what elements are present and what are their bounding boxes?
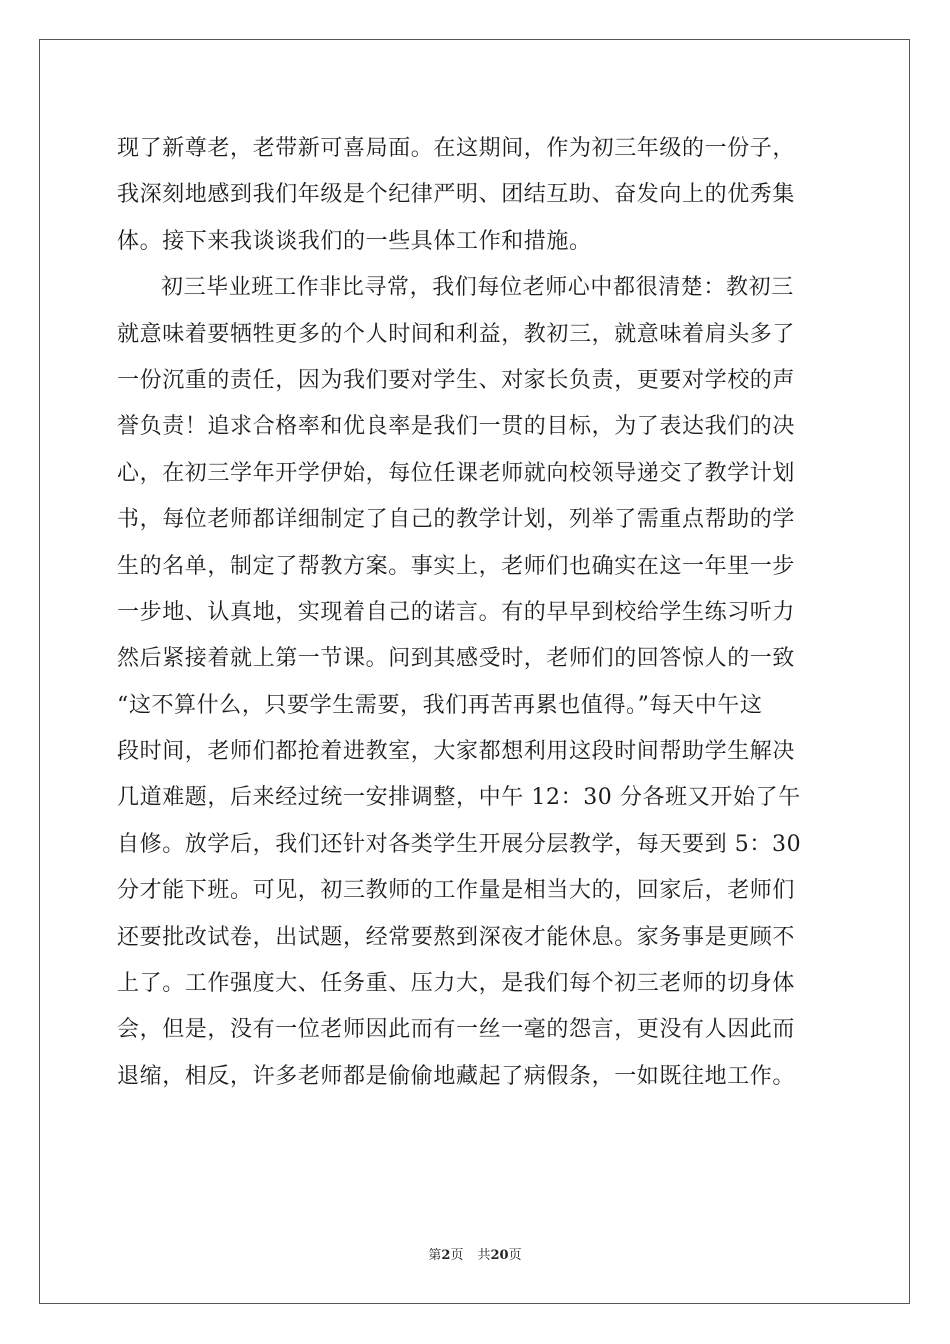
text-line-6: 一份沉重的责任，因为我们要对学生、对家长负责，更要对学校的声 <box>117 367 796 393</box>
page-suffix: 页 <box>450 1248 464 1263</box>
text-line-17: 分才能下班。可见，初三教师的工作量是相当大的，回家后，老师们 <box>117 878 796 904</box>
text-line-2: 我深刻地感到我们年级是个纪律严明、团结互助、奋发向上的优秀集 <box>117 182 796 208</box>
text-line-15: 几道难题，后来经过统一安排调整，中午 12：30 分各班又开始了午 <box>117 785 801 811</box>
text-line-13: “这不算什么，只要学生需要，我们再苦再累也值得。”每天中午这 <box>117 692 763 718</box>
text-line-21: 退缩，相反，许多老师都是偷偷地藏起了病假条，一如既往地工作。 <box>117 1063 796 1089</box>
text-line-4: 初三毕业班工作非比寻常，我们每位老师心中都很清楚：教初三 <box>161 275 794 301</box>
page-number: 2 <box>441 1248 451 1263</box>
text-line-12: 然后紧接着就上第一节课。问到其感受时，老师们的回答惊人的一致 <box>117 646 796 672</box>
text-line-16: 自修。放学后，我们还针对各类学生开展分层教学，每天要到 5：30 <box>117 831 802 857</box>
text-line-20: 会，但是，没有一位老师因此而有一丝一毫的怨言，更没有人因此而 <box>117 1017 796 1043</box>
text-line-18: 还要批改试卷，出试题，经常要熬到深夜才能休息。家务事是更顾不 <box>117 924 796 950</box>
document-body <box>117 126 837 1100</box>
page-footer <box>0 1247 950 1265</box>
page-prefix: 第 <box>428 1248 442 1263</box>
text-line-3: 体。接下来我谈谈我们的一些具体工作和措施。 <box>117 228 592 254</box>
text-line-19: 上了。工作强度大、任务重、压力大，是我们每个初三老师的切身体 <box>117 971 796 997</box>
total-pages: 20 <box>490 1248 509 1263</box>
total-prefix: 共 <box>477 1248 491 1263</box>
text-line-14: 段时间，老师们都抢着进教室，大家都想利用这段时间帮助学生解决 <box>117 739 796 765</box>
text-line-8: 心，在初三学年开学伊始，每位任课老师就向校领导递交了教学计划 <box>117 460 796 486</box>
text-line-7: 誉负责！追求合格率和优良率是我们一贯的目标，为了表达我们的决 <box>117 414 796 440</box>
text-line-9: 书，每位老师都详细制定了自己的教学计划，列举了需重点帮助的学 <box>117 507 796 533</box>
text-line-5: 就意味着要牺牲更多的个人时间和利益，教初三，就意味着肩头多了 <box>117 321 796 347</box>
text-line-11: 一步地、认真地，实现着自己的诺言。有的早早到校给学生练习听力 <box>117 599 796 625</box>
text-line-1: 现了新尊老，老带新可喜局面。在这期间，作为初三年级的一份子， <box>117 136 796 161</box>
total-suffix: 页 <box>508 1248 522 1263</box>
text-line-10: 生的名单，制定了帮教方案。事实上，老师们也确实在这一年里一步 <box>117 553 796 579</box>
